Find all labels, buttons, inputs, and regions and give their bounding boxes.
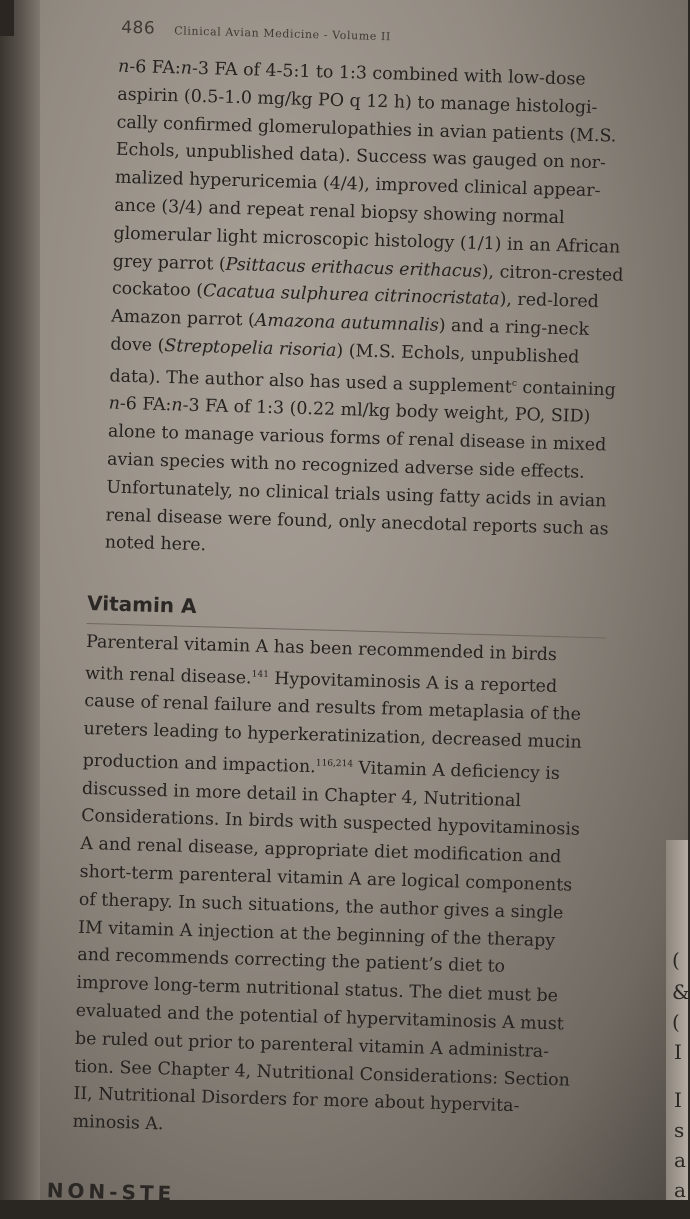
text-line: A and renal disease, appropriate diet modification and xyxy=(80,834,562,868)
text-line: Considerations. In birds with suspected hypovitaminosis xyxy=(80,806,581,841)
text-line: tion. See Chapter 4, Nutritional Considerations: Section xyxy=(73,1056,571,1091)
edge-glyph: I xyxy=(674,1040,682,1064)
text-line: Amazon parrot (Amazona autumnalis) and a ring-neck xyxy=(110,306,590,341)
citation-marker: 116,214 xyxy=(315,758,354,770)
citation-marker: 141 xyxy=(251,669,270,680)
text-line: cockatoo (Cacatua sulphurea citrinocristata), red-lored xyxy=(111,278,600,313)
text-line: alone to manage various forms of renal disease in mixed xyxy=(107,421,607,456)
text-line: II, Nutritional Disorders for more about hypervita- xyxy=(73,1084,520,1117)
text-line: cause of renal failure and results from metaplasia of the xyxy=(84,691,582,726)
text-line: glomerular light microscopic histology (1/1) in an African xyxy=(113,223,621,258)
text-line: Echols, unpublished data). Success was gauged on nor- xyxy=(115,140,607,174)
text-line: n-6 FA:n-3 FA of 1:3 (0.22 ml/kg body weight, PO, SID) xyxy=(108,393,591,428)
text-line: of therapy. In such situations, the author gives a single xyxy=(78,889,564,924)
text-line: minosis A. xyxy=(72,1111,164,1135)
text-line: dove (Streptopelia risoria) (M.S. Echols, unpublished xyxy=(110,334,580,368)
next-section-heading: NON-STE xyxy=(46,1178,176,1206)
edge-glyph: s xyxy=(674,1118,685,1142)
text-line: ance (3/4) and repeat renal biopsy showing normal xyxy=(114,195,565,229)
page-number: 486 xyxy=(120,17,156,39)
edge-glyph: ( xyxy=(672,1010,680,1034)
paragraph-vitamin-a xyxy=(72,629,606,1151)
spine-shadow xyxy=(0,0,14,36)
text-line: avian species with no recognized adverse side effects. xyxy=(106,449,585,483)
page-header xyxy=(121,18,391,46)
text-line: and recommends correcting the patient’s diet to xyxy=(77,945,506,978)
text-line: ureters leading to hyperkeratinization, decreased mucin xyxy=(83,719,582,754)
text-line: evaluated and the potential of hypervitaminosis A must xyxy=(75,1000,565,1035)
edge-glyph: a xyxy=(674,1148,686,1172)
text-line: cally confirmed glomerulopathies in avian patients (M.S. xyxy=(116,112,617,147)
text-line: be ruled out prior to parenteral vitamin A administra- xyxy=(74,1028,550,1062)
text-line: n-6 FA:n-3 FA of 4-5:1 to 1:3 combined with low-dose xyxy=(117,56,586,90)
text-line: Unfortunately, no clinical trials using fatty acids in avian xyxy=(106,477,607,512)
text-line: grey parrot (Psittacus erithacus erithacus), citron-crested xyxy=(112,251,624,286)
text-line: data). The author also has used a supplement$^c$ containing xyxy=(109,366,617,401)
edge-glyph: ( xyxy=(672,948,680,972)
text-line: improve long-term nutritional status. The diet must be xyxy=(76,973,559,1007)
adjacent-page-edge xyxy=(666,840,688,1200)
text-line: aspirin (0.5-1.0 mg/kg PO q 12 h) to manage histologi- xyxy=(117,84,598,118)
book-page xyxy=(26,0,687,1217)
text-line: discussed in more detail in Chapter 4, Nutritional xyxy=(81,778,522,811)
text-line: IM vitamin A injection at the beginning of the therapy xyxy=(77,917,556,951)
footnote-marker: c xyxy=(511,378,518,389)
edge-glyph: I xyxy=(674,1088,682,1112)
edge-glyph: a xyxy=(674,1178,686,1202)
edge-glyph: & xyxy=(672,980,690,1004)
text-line: with renal disease.$^{141}$ Hypovitaminosis A is a reported xyxy=(84,663,558,697)
running-head: Clinical Avian Medicine - Volume II xyxy=(174,24,392,44)
text-line: renal disease were found, only anecdotal reports such as xyxy=(105,505,609,540)
text-line: production and impaction.$^{116,214}$ Vitamin A deficiency is xyxy=(82,750,561,785)
section-heading: Vitamin A xyxy=(86,590,197,619)
text-line: noted here. xyxy=(104,532,207,556)
text-line: Parenteral vitamin A has been recommended in birds xyxy=(85,631,558,666)
text-line: short-term parenteral vitamin A are logical components xyxy=(79,861,573,896)
paragraph-fatty-acids xyxy=(104,54,638,572)
text-line: malized hyperuricemia (4/4), improved clinical appear- xyxy=(114,167,601,202)
